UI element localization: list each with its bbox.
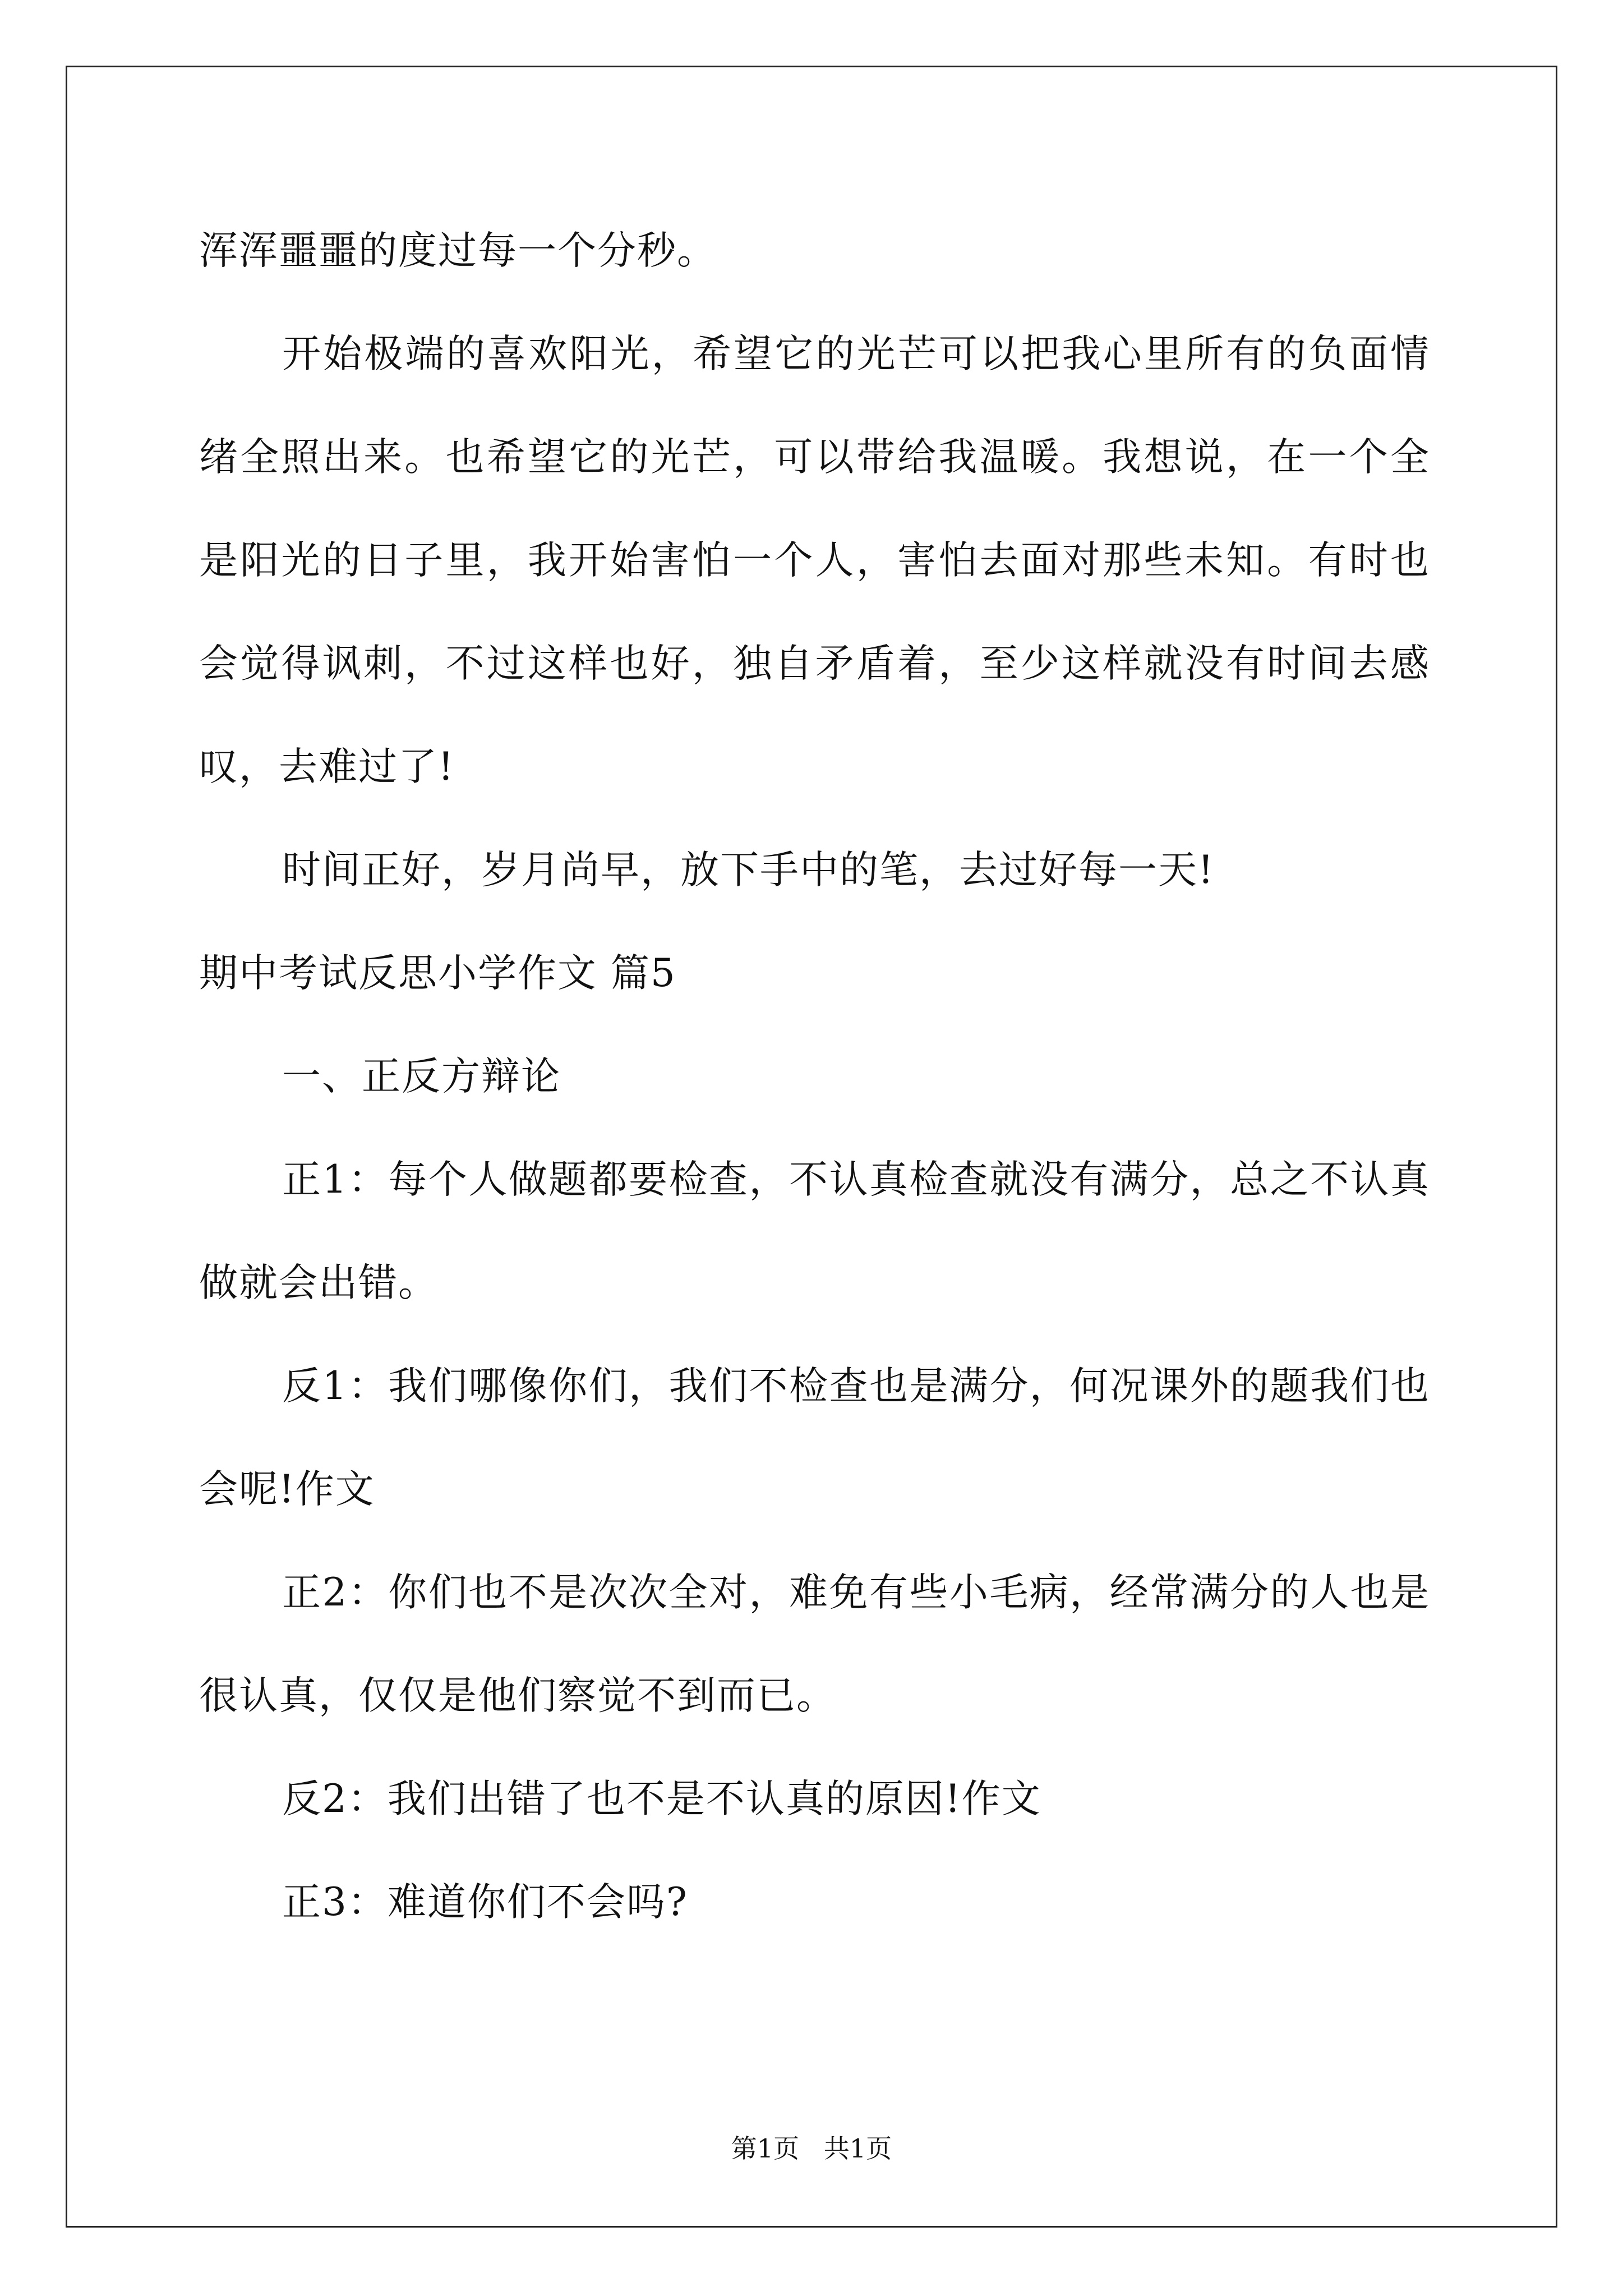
paragraph-closing: 时间正好，岁月尚早，放下手中的笔，去过好每一天! xyxy=(282,848,1215,892)
debate-pro-1: 正1：每个人做题都要检查，不认真检查就没有满分，总之不认真做就会出错。 xyxy=(199,1157,1430,1305)
page-number-footer: 第1页 共1页 xyxy=(731,2133,892,2164)
paragraph-sunlight: 开始极端的喜欢阳光，希望它的光芒可以把我心里所有的负面情绪全照出来。也希望它的光芒，可以带给我温暖。我想说，在一个全是阳光的日子里，我开始害怕一个人，害怕去面对那些未知。有时也会觉得讽刺，不过这样也好，独自矛盾着，至少这样就没有时间去感叹，去难过了! xyxy=(199,332,1430,789)
debate-con-1: 反1：我们哪像你们，我们不检查也是满分，何况课外的题我们也会呢!作文 xyxy=(199,1364,1430,1512)
document-body xyxy=(199,199,1430,1954)
subheading-debate: 一、正反方辩论 xyxy=(282,1054,561,1099)
debate-con-2: 反2：我们出错了也不是不认真的原因!作文 xyxy=(282,1777,1041,1821)
section-heading: 期中考试反思小学作文 篇5 xyxy=(199,951,676,996)
debate-pro-3: 正3：难道你们不会吗? xyxy=(282,1880,688,1925)
paragraph-continued: 浑浑噩噩的度过每一个分秒。 xyxy=(199,228,717,273)
debate-pro-2: 正2：你们也不是次次全对，难免有些小毛病，经常满分的人也是很认真，仅仅是他们察觉不到而已。 xyxy=(199,1570,1430,1718)
